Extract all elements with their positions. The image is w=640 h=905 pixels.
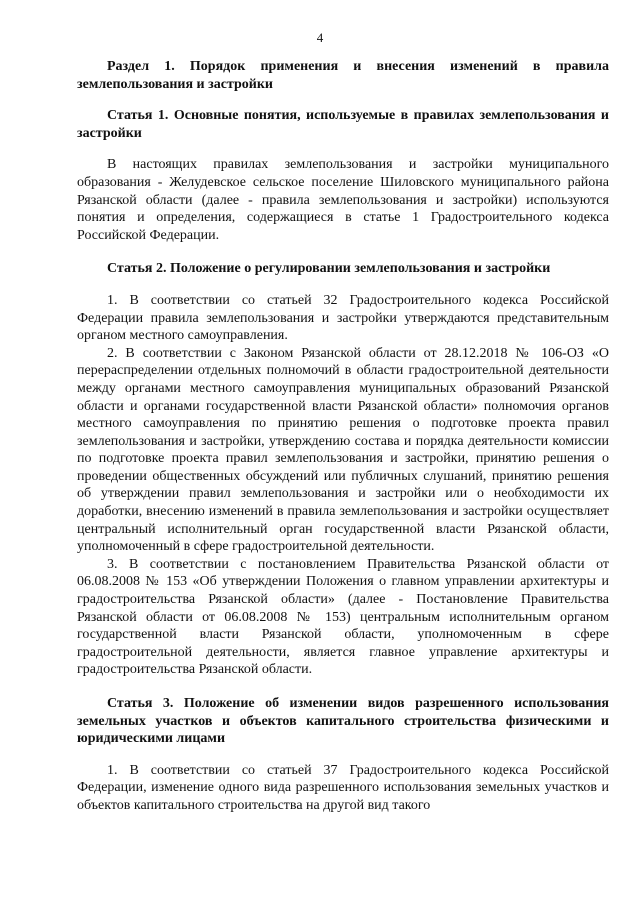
article-1-paragraph-1: В настоящих правилах землепользования и застройки муниципального образования - Желудевское сельское поселение Шиловского муниципального района Рязанской области (далее - правила землепользования и застройки) используются понятия и определения, содержащиеся в статье 1 Градостроительного кодекса Российской Федерации. [77, 157, 609, 243]
document-body [77, 58, 609, 815]
article-2-heading: Статья 2. Положение о регулировании землепользования и застройки [107, 261, 551, 277]
article-3-heading: Статья 3. Положение об изменении видов разрешенного использования земельных участков и объектов капитального строительства физическими и юридическими лицами [77, 696, 609, 747]
article-2-paragraph-1: 1. В соответствии со статьей 32 Градостроительного кодекса Российской Федерации правила землепользования и застройки утверждаются представительным органом местного самоуправления. [77, 292, 609, 344]
article-2-paragraph-2: 2. В соответствии с Законом Рязанской области от 28.12.2018 № 106-ОЗ «О перераспределении отдельных полномочий в области градостроительной деятельности между органами местного самоуправления муниципальных образований Рязанской области и органами государственной власти Рязанской области» полномочия органов местного самоуправления по принятию решения о подготовке проекта правил землепользования и застройки, утверждению состава и порядка деятельности комиссии по подготовке проекта правил землепользования и застройки, принятию решения о проведении общественных обсуждений или публичных слушаний, принятию решения об утверждении правил землепользования и застройки или о необходимости их доработки, внесению изменений в правила землепользования и застройки осуществляет центральный исполнительный орган государственной власти Рязанской области, уполномоченный в сфере градостроительной деятельности. [77, 345, 609, 555]
article-1-heading: Статья 1. Основные понятия, используемые в правилах землепользования и застройки [77, 108, 609, 141]
article-2-paragraph-3: 3. В соответствии с постановлением Правительства Рязанской области от 06.08.2008 № 153 «Об утверждении Положения о главном управлении архитектуры и градостроительства Рязанской области» (далее - Постановление Правительства Рязанской области от 06.08.2008 № 153) центральным исполнительным органом государственной власти Рязанской области, уполномоченным в сфере градостроительной деятельности, является главное управление архитектуры и градостроительства Рязанской области. [77, 556, 609, 678]
article-3-paragraph-1: 1. В соответствии со статьей 37 Градостроительного кодекса Российской Федерации, изменение одного вида разрешенного использования земельных участков и объектов капитального строительства на другой вид такого [77, 762, 609, 813]
section-heading: Раздел 1. Порядок применения и внесения изменений в правила землепользования и застройки [77, 59, 609, 92]
page-number: 4 [316, 30, 324, 45]
